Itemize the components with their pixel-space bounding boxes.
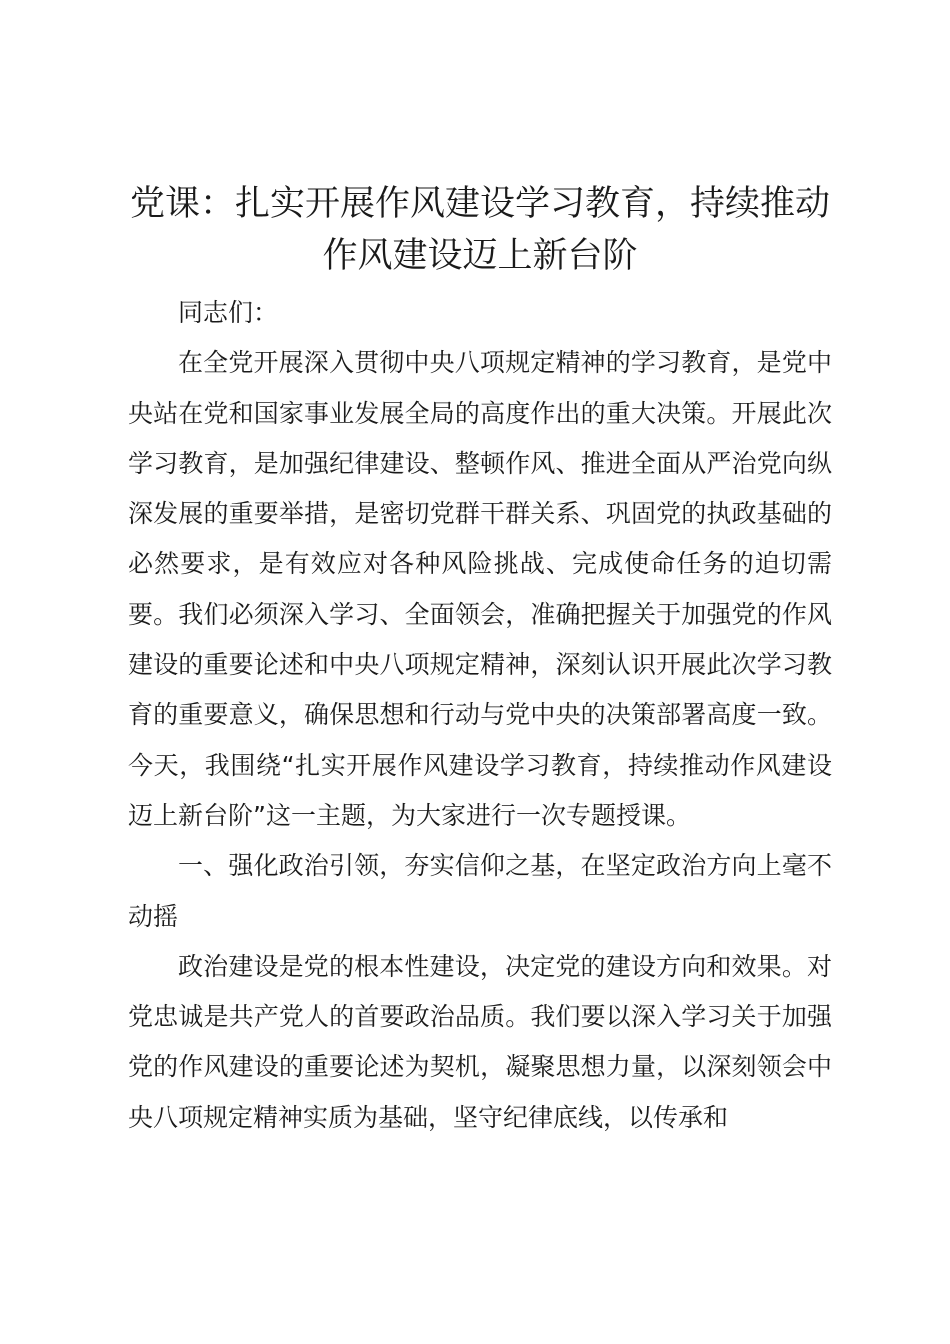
document-page	[128, 178, 832, 1143]
section-heading-1: 一、强化政治引领，夯实信仰之基，在坚定政治方向上毫不动摇	[128, 851, 832, 931]
section-paragraph-1: 政治建设是党的根本性建设，决定党的建设方向和效果。对党忠诚是共产党人的首要政治品质。我们要以深入学习关于加强党的作风建设的重要论述为契机，凝聚思想力量，以深刻领会中央八项规定精神实质为基础，坚守纪律底线，以传承和	[128, 951, 832, 1132]
document-title: 党课：扎实开展作风建设学习教育，持续推动作风建设迈上新台阶	[129, 184, 830, 276]
intro-paragraph: 在全党开展深入贯彻中央八项规定精神的学习教育，是党中央站在党和国家事业发展全局的高度作出的重大决策。开展此次学习教育，是加强纪律建设、整顿作风、推进全面从严治党向纵深发展的重要举措，是密切党群干群关系、巩固党的执政基础的必然要求，是有效应对各种风险挑战、完成使命任务的迫切需要。我们必须深入学习、全面领会，准确把握关于加强党的作风建设的重要论述和中央八项规定精神，深刻认识开展此次学习教育的重要意义，确保思想和行动与党中央的决策部署高度一致。今天，我围绕“扎实开展作风建设学习教育，持续推动作风建设迈上新台阶”这一主题，为大家进行一次专题授课。	[128, 348, 832, 830]
salutation: 同志们：	[178, 298, 279, 327]
